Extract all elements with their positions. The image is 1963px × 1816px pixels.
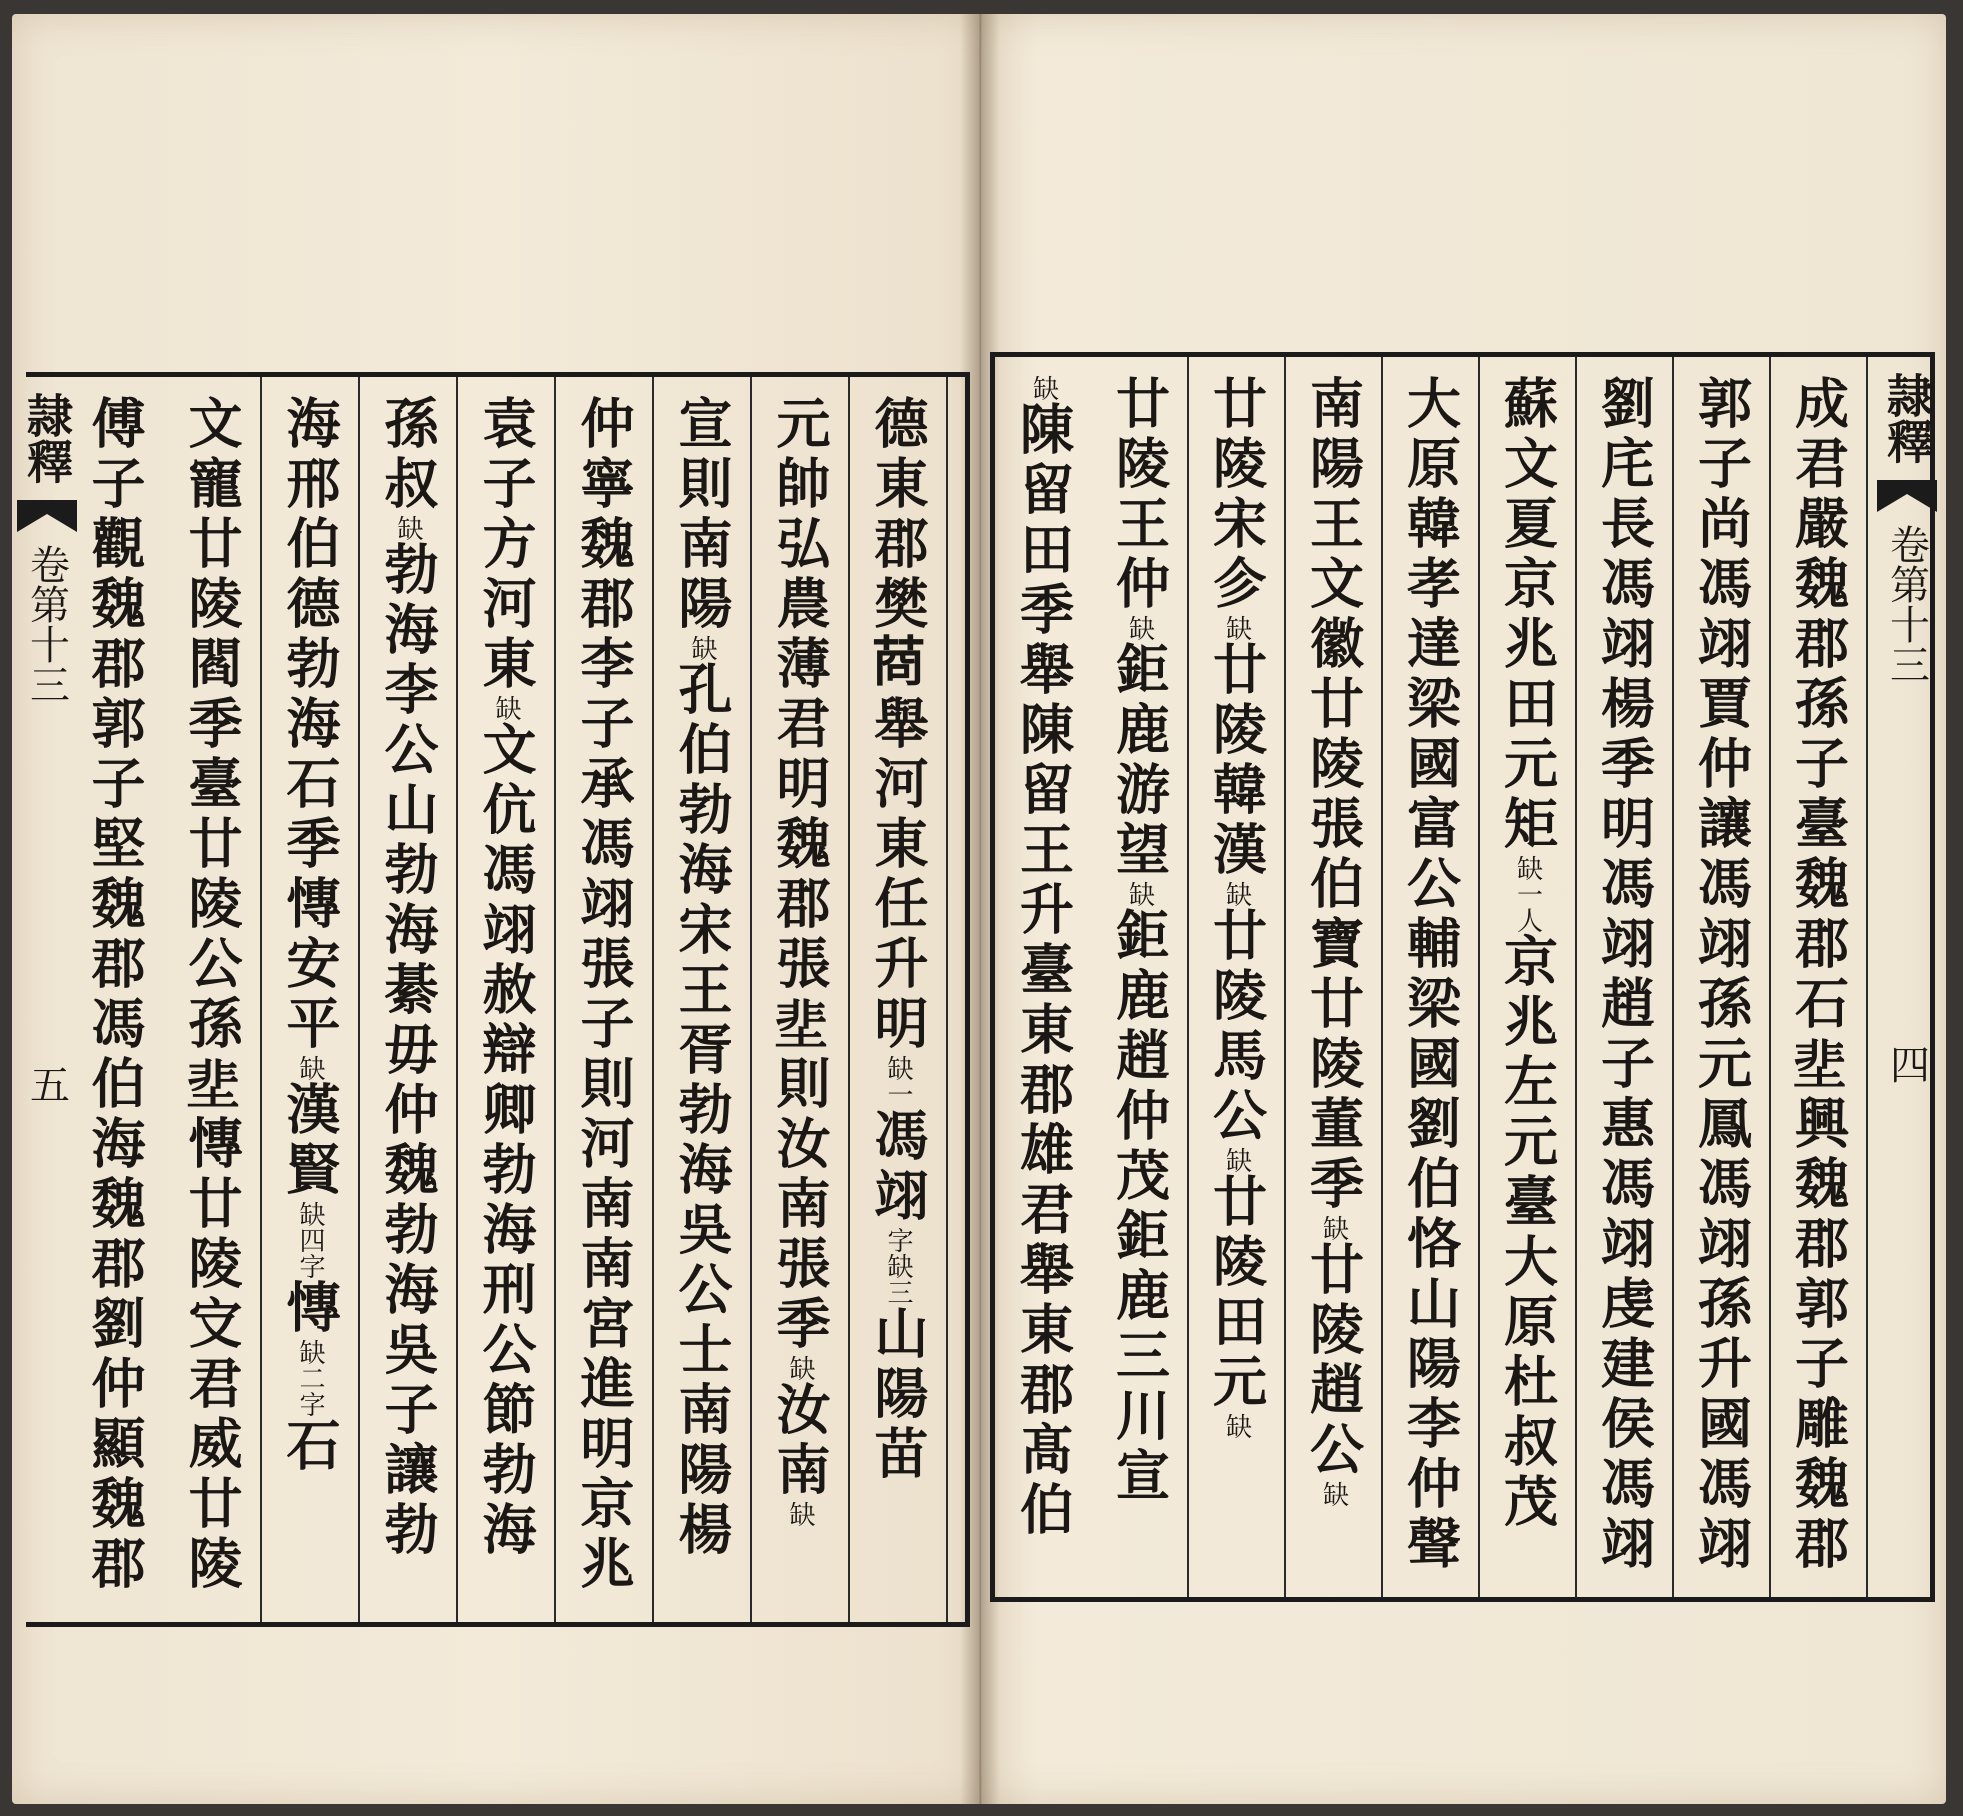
- column-text: [1495, 375, 1560, 1533]
- text-run: 傅子觀魏郡郭子堅魏郡馮伯海魏郡劉仲顯魏郡: [83, 395, 147, 1595]
- text-run: 廿陵王仲: [1107, 375, 1172, 615]
- text-run: 京兆左元臺大原杜叔茂: [1495, 933, 1560, 1533]
- text-run: 劉㡯長馮翊楊季明馮翊趙子惠馮翊虔建侯馮翊: [1592, 375, 1657, 1575]
- text-column: [360, 377, 458, 1622]
- text-run: 元帥弘農薄君明魏郡張𡌦則汝南張季: [768, 395, 832, 1355]
- text-run: 鉅鹿趙仲茂鉅鹿三川宣: [1107, 907, 1172, 1507]
- right-banxin: [1872, 352, 1942, 1602]
- text-run: 廿陵趙公: [1301, 1241, 1366, 1481]
- text-run: 漢賢: [278, 1081, 342, 1201]
- text-run: 文伉馮翊赦辯卿勃海刑公節勃海: [474, 721, 538, 1561]
- column-text: [1592, 375, 1657, 1575]
- column-text: [572, 395, 636, 1595]
- column-text: [376, 395, 440, 1561]
- lacuna-note: 缺: [1318, 1215, 1349, 1241]
- text-run: 馮翊: [866, 1107, 930, 1227]
- column-text: [1301, 375, 1366, 1507]
- text-run: 廿陵韓漢: [1204, 641, 1269, 881]
- column-text: [866, 395, 930, 1485]
- lacuna-note: 缺: [295, 1055, 325, 1081]
- text-run: 山陽苗: [866, 1305, 930, 1485]
- text-column: [1577, 357, 1674, 1597]
- text-run: 袁子方河東: [474, 395, 538, 695]
- text-run: 孫叔: [376, 395, 440, 515]
- text-column: [1383, 357, 1480, 1597]
- column-text: [1107, 375, 1172, 1507]
- column-text: [1204, 375, 1269, 1439]
- column-text: [1398, 375, 1463, 1575]
- text-column: [752, 377, 850, 1622]
- banxin-juan: 卷第十三: [23, 544, 70, 704]
- text-column: [164, 377, 262, 1622]
- lacuna-note: 缺四字: [295, 1201, 325, 1279]
- column-text: [670, 395, 734, 1561]
- text-run: 南陽王文徽廿陵張伯寶廿陵董季: [1301, 375, 1366, 1215]
- lacuna-note: 缺: [491, 695, 521, 721]
- text-column: [1480, 357, 1577, 1597]
- column-text: [1011, 375, 1076, 1541]
- text-run: 廿陵田元: [1204, 1173, 1269, 1413]
- text-run: 慱: [278, 1279, 342, 1339]
- text-run: 仲寧魏郡李子承馮翊張子則河南南宮進明京兆: [572, 395, 636, 1595]
- fish-tail-icon: [1877, 476, 1937, 516]
- text-run: 成君嚴魏郡孫子臺魏郡石𡌦興魏郡郭子雕魏郡: [1786, 375, 1851, 1575]
- text-run: 勃海李公山勃海綦毋仲魏勃海吳子讓勃: [376, 541, 440, 1561]
- text-run: 鉅鹿游望: [1107, 641, 1172, 881]
- right-text-frame: [990, 352, 1935, 1602]
- banxin-title: 隷釋: [20, 392, 74, 484]
- lacuna-note: 缺: [785, 1501, 815, 1527]
- lacuna-note: 缺一: [883, 1055, 913, 1107]
- text-run: 宣則南陽: [670, 395, 734, 635]
- column-text: [180, 395, 244, 1595]
- text-run: 郭子尚馮翊賈仲讓馮翊孫元鳳馮翊孫升國馮翊: [1689, 375, 1754, 1575]
- text-run: 蘇文夏京兆田元矩: [1495, 375, 1560, 855]
- lacuna-note: 缺: [1221, 1147, 1252, 1173]
- text-column: [1286, 357, 1383, 1597]
- text-run: 海邢伯德勃海石季慱安平: [278, 395, 342, 1055]
- column-text: [768, 395, 832, 1527]
- text-column: [1092, 357, 1189, 1597]
- banxin-page-number: 五: [23, 1064, 70, 1104]
- fish-tail-icon: [17, 496, 77, 536]
- banxin-title: 隷釋: [1880, 372, 1934, 464]
- text-run: 汝南: [768, 1381, 832, 1501]
- lacuna-note: 缺: [1221, 881, 1252, 907]
- lacuna-note: 缺一人: [1512, 855, 1543, 933]
- lacuna-note: 缺: [1124, 615, 1155, 641]
- text-column: [1189, 357, 1286, 1597]
- text-column: [995, 357, 1092, 1597]
- text-run: 德東郡樊𦯶舉河東任升明: [866, 395, 930, 1055]
- lacuna-note: 缺: [687, 635, 717, 661]
- banxin-page-number: 四: [1883, 1044, 1930, 1084]
- column-text: [1689, 375, 1754, 1575]
- text-column: [262, 377, 360, 1622]
- column-text: [474, 395, 538, 1561]
- text-column: [1771, 357, 1868, 1597]
- column-text: [1786, 375, 1851, 1575]
- text-column: [556, 377, 654, 1622]
- text-column: [850, 377, 948, 1622]
- lacuna-note: 缺二字: [295, 1339, 325, 1417]
- lacuna-note: 缺: [1124, 881, 1155, 907]
- text-column: [458, 377, 556, 1622]
- banxin-juan: 卷第十三: [1883, 524, 1930, 684]
- text-run: 廿陵宋㐱: [1204, 375, 1269, 615]
- text-run: 石: [278, 1417, 342, 1477]
- left-text-frame: [26, 372, 970, 1627]
- text-run: 大原韓孝達梁國富公輔梁國劉伯恪山陽李仲聲: [1398, 375, 1463, 1575]
- lacuna-note: 缺: [1318, 1481, 1349, 1507]
- left-banxin: [12, 372, 82, 1627]
- lacuna-note: 缺: [785, 1355, 815, 1381]
- text-column: [654, 377, 752, 1622]
- lacuna-note: 缺: [1221, 1413, 1252, 1439]
- text-run: 陳留田季舉陳留王升臺東郡雄君舉東郡髙伯: [1011, 401, 1076, 1541]
- column-text: [83, 395, 147, 1595]
- lacuna-note: 缺: [393, 515, 423, 541]
- text-run: 文寵廿陵閻季臺廿陵公孫𡌦慱廿陵㝊君威廿陵: [180, 395, 244, 1595]
- text-column: [1674, 357, 1771, 1597]
- lacuna-note: 缺: [1221, 615, 1252, 641]
- column-text: [278, 395, 342, 1477]
- text-run: 孔伯勃海宋王胥勃海吳公士南陽楊: [670, 661, 734, 1561]
- text-run: 廿陵馬公: [1204, 907, 1269, 1147]
- lacuna-note: 缺: [1028, 375, 1059, 401]
- lacuna-note: 字缺三: [883, 1227, 913, 1305]
